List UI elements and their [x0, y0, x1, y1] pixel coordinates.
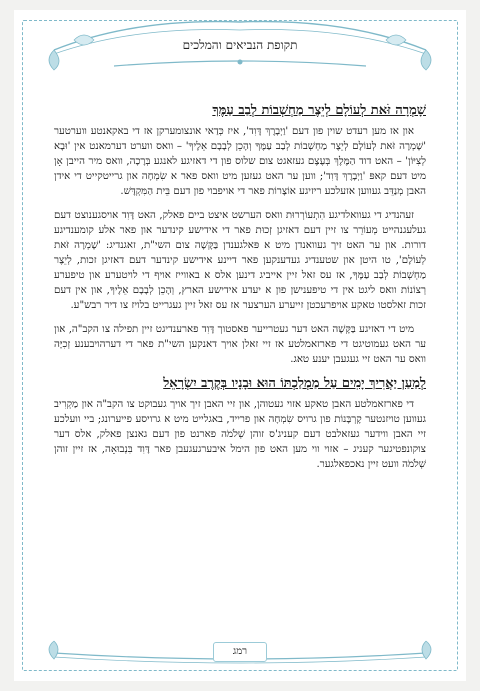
page-number: רמג — [213, 642, 267, 662]
paragraph: זעהנדיג די געוואלדיגע הִתְעוֹרְרוּת וואס הערשט איצט ביים פאלק, האט דָּוִד אויסגענוצט דעם געלעגנהייט מְעוֹרֵר צו זיין דעם דאזיגן זְכוּת פאר די אידישע קינדער און פאר אלע קומענדיגע דורות. און ער האט זיך געוואנדן מיט א פּאלגענדן בַּקָּשָׁה צום השי"ת, זאגנדיג: 'שָׁמְרָה זֹּאת לְעוֹלָם', טו היטן און שטענדיג געדענקען פאר דיינע אידישע קינדער דעם דאזיגן זכות, לְיֵצֶר מַחְשְׁבוֹת לְבַב עַמֶּךָ, אז עס זאל זיין אייביג דינען אלס א באווייז אויף די לויטערע און טיפערע רְצוֹנוֹת וואס ליגט אין די טיפענישן פון א יעדע אידישע הארץ, וְהָכֵן לְבָבָם אֵלֶיךָ, און אין דעם זכות זאלסטו טאקע אויפרעכטן זייערע הערצער אז עס זאל זיין געגרייט בלויז צו דיר רבש"ע. — [54, 210, 426, 311]
paragraph: און אז מען רעדט שוין פון דעם 'וַיְבָרֶךְ דָּוִד', איז כְּדַאי אונצומערקן אז די באקאנטע ווערטער 'שָׁמְרָה זֹּאת לְעוֹלָם לְיֵצֶר מַחְשְׁבוֹת לְבַב עַמֶּךָ וְהָכֵן לְבָבָם אֵלֶיךָ' – וואס ווערט דערמאנט אין 'וּבָא לְצִיּוֹן' – האט דוד הַמֶּלֶךְ בְּעֶצֶם געזאגט צום שלוס פון די דאזיגע לאנגע בְּרָכָה, וואס מיר הייבן אָן מיט דעם קאפּ 'וַיְבָרֶךְ דָּוִד'; ווען ער האט געזען מיט וואס פאר א שִׂמְחָה און גרייטקייט די אידן האבן מְנַדֵּב געווען אזעלכע ריזיגע אוֹצָרוֹת פאר די אויפבוי פון דעם בֵּית הַמִּקְדָּשׁ. — [54, 126, 426, 197]
paragraph: מיט די דאזיגע בַּקָּשָׁה האט דער געטרייער פאסטוך דָּוִד פארענדיגט זיין תפילה צו הקב"ה, און ער האט געמוטיגט די פארזאמלטע אז זיי זאלן אויך דאנקען השי"ת פאר די דערהויבענע זְכִיָּה וואס ער האט זיי געגעבן יענע טאג. — [54, 324, 426, 365]
section-heading: שָׁמְרָה זֹּאת לְעוֹלָם לְיֵצֶר מַחְשְׁבוֹת לְבַב עַמֶּךָ — [212, 103, 426, 118]
page — [14, 10, 466, 681]
paragraph: די פארזאמלטע האבן טאקע אזוי געטוהן, און זיי האבן זיך אויך געבוקט צו הקב"ה און מַקְרִיב געווען טויזנטער קָרְבָּנוֹת פון גרויס שִׂמְחָה און פרייד, באגלייט מיט א גרויסע פייערונג; ביי וועלכע זיי האבן ווידער געזאלבט דעם קעניג'ס זוהן שְׁלֹמֹה פארנט פון דעם גאנצן פאלק, אלס דער צוקונפטיגער קעניג – אזוי ווי מען האט פון הימל איבערגעגעבן פאר דָּוִד בִּנְבוּאָה, אז זיין זוהן שְׁלֹמֹה וועט זיין נאכפאלגער. — [54, 399, 426, 470]
document-body — [54, 103, 426, 623]
section-heading: לְמַעַן יַאֲרִיךְ יָמִים עַל מַמְלַכְתּוֹ הוּא וּבָנָיו בְּקֶרֶב יִשְׂרָאֵל — [163, 376, 426, 391]
running-header: תקופת הנביאים והמלכים — [182, 38, 298, 52]
